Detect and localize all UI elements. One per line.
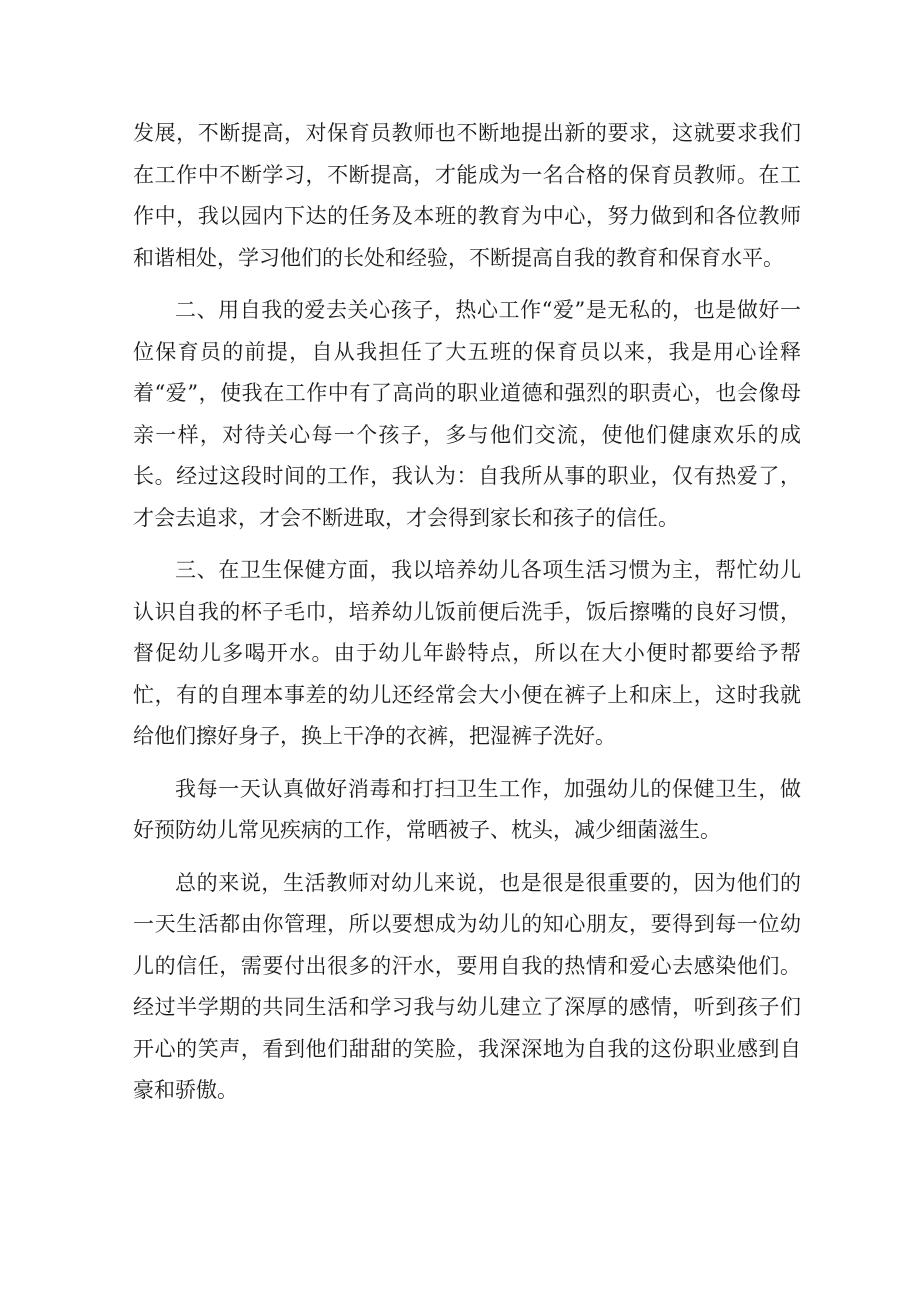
paragraph-hygiene: 三、在卫生保健方面，我以培养幼儿各项生活习惯为主，帮忙幼儿认识自我的杯子毛巾，培养幼儿饭前便后洗手，饭后擦嘴的良好习惯，督促幼儿多喝开水。由于幼儿年龄特点，所以在大小便时都要给予帮忙，有的自理本事差的幼儿还经常会大小便在裤子上和床上，这时我就给他们擦好身子，换上干净的衣裤，把湿裤子洗好。	[133, 558, 801, 748]
paragraph-love-children: 二、用自我的爱去关心孩子，热心工作“爱”是无私的，也是做好一位保育员的前提，自从我担任了大五班的保育员以来，我是用心诠释着“爱”，使我在工作中有了高尚的职业道德和强烈的职责心，也会像母亲一样，对待关心每一个孩子，多与他们交流，使他们健康欢乐的成长。经过这段时间的工作，我认为：自我所从事的职业，仅有热爱了，才会去追求，才会不断进取，才会得到家长和孩子的信任。	[133, 298, 801, 530]
paragraph-continued: 发展，不断提高，对保育员教师也不断地提出新的要求，这就要求我们在工作中不断学习，不断提高，才能成为一名合格的保育员教师。在工作中，我以园内下达的任务及本班的教育为中心，努力做到和各位教师和谐相处，学习他们的长处和经验，不断提高自我的教育和保育水平。	[133, 121, 801, 270]
paragraph-disinfection: 我每一天认真做好消毒和打扫卫生工作，加强幼儿的保健卫生，做好预防幼儿常见疾病的工作，常晒被子、枕头，减少细菌滋生。	[133, 776, 801, 842]
paragraph-summary: 总的来说，生活教师对幼儿来说，也是很是很重要的，因为他们的一天生活都由你管理，所以要想成为幼儿的知心朋友，要得到每一位幼儿的信任，需要付出很多的汗水，要用自我的热情和爱心去感染他们。经过半学期的共同生活和学习我与幼儿建立了深厚的感情，听到孩子们开心的笑声，看到他们甜甜的笑脸，我深深地为自我的这份职业感到自豪和骄傲。	[133, 870, 801, 1102]
document-body	[133, 113, 801, 1123]
